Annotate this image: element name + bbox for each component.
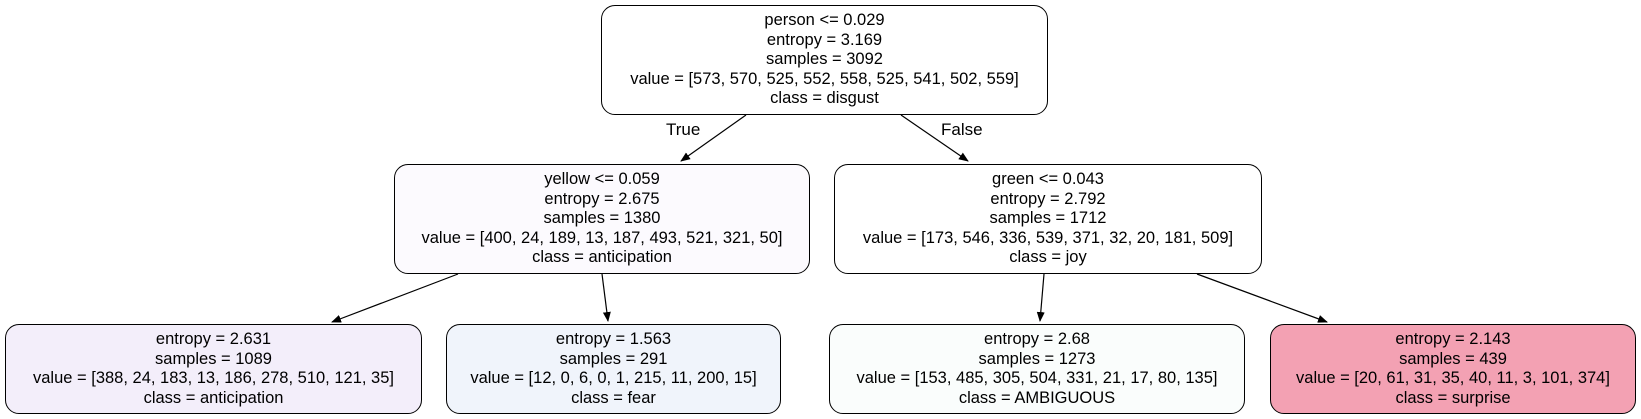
node-samples: samples = 1380 xyxy=(543,209,661,228)
edge-label-false: False xyxy=(941,120,983,139)
node-entropy: entropy = 3.169 xyxy=(766,30,883,49)
tree-leaf-3 xyxy=(829,324,1245,414)
node-class: class = AMBIGUOUS xyxy=(958,388,1116,407)
node-class: class = surprise xyxy=(1395,388,1511,407)
node-entropy: entropy = 2.792 xyxy=(990,189,1106,208)
tree-node-right xyxy=(834,164,1262,274)
node-value: value = [12, 0, 6, 0, 1, 215, 11, 200, 15] xyxy=(470,369,757,387)
node-entropy: entropy = 2.675 xyxy=(544,189,660,208)
node-entropy: entropy = 2.68 xyxy=(984,330,1090,348)
node-entropy: entropy = 1.563 xyxy=(555,330,672,348)
node-entropy: entropy = 2.143 xyxy=(1395,330,1511,348)
edge-right-leaf4 xyxy=(1197,274,1327,322)
node-value: value = [20, 61, 31, 35, 40, 11, 3, 101, 374] xyxy=(1296,369,1610,387)
edge-right-leaf3 xyxy=(1040,274,1044,321)
node-split-condition: green <= 0.043 xyxy=(992,170,1104,189)
tree-leaf-4 xyxy=(1270,324,1636,414)
node-value: value = [400, 24, 189, 13, 187, 493, 521, 321, 50] xyxy=(421,228,783,247)
tree-leaf-2 xyxy=(446,324,781,414)
node-class: class = anticipation xyxy=(143,388,284,407)
tree-node-left xyxy=(394,164,810,274)
node-samples: samples = 3092 xyxy=(766,50,883,69)
node-value: value = [388, 24, 183, 13, 186, 278, 510, 121, 35] xyxy=(32,369,394,387)
edge-left-leaf1 xyxy=(332,274,458,322)
node-class: class = disgust xyxy=(770,89,879,108)
node-value: value = [153, 485, 305, 504, 331, 21, 17, 80, 135] xyxy=(856,369,1218,387)
node-samples: samples = 439 xyxy=(1399,349,1507,368)
node-split-condition: person <= 0.029 xyxy=(764,11,885,30)
node-samples: samples = 291 xyxy=(559,349,668,368)
node-class: class = anticipation xyxy=(532,248,672,267)
node-samples: samples = 1273 xyxy=(978,349,1096,368)
node-value: value = [173, 546, 336, 539, 371, 32, 20, 181, 509] xyxy=(862,228,1234,247)
edge-label-true: True xyxy=(666,120,701,139)
node-value: value = [573, 570, 525, 552, 558, 525, 541, 502, 559] xyxy=(630,69,1019,88)
node-class: class = fear xyxy=(571,388,656,407)
tree-node-root xyxy=(601,5,1048,115)
node-samples: samples = 1712 xyxy=(989,209,1107,228)
node-class: class = joy xyxy=(1009,248,1087,267)
node-entropy: entropy = 2.631 xyxy=(155,330,272,348)
edge-left-leaf2 xyxy=(602,274,608,321)
tree-leaf-1 xyxy=(5,324,422,414)
node-samples: samples = 1089 xyxy=(155,349,272,368)
node-split-condition: yellow <= 0.059 xyxy=(544,170,660,189)
